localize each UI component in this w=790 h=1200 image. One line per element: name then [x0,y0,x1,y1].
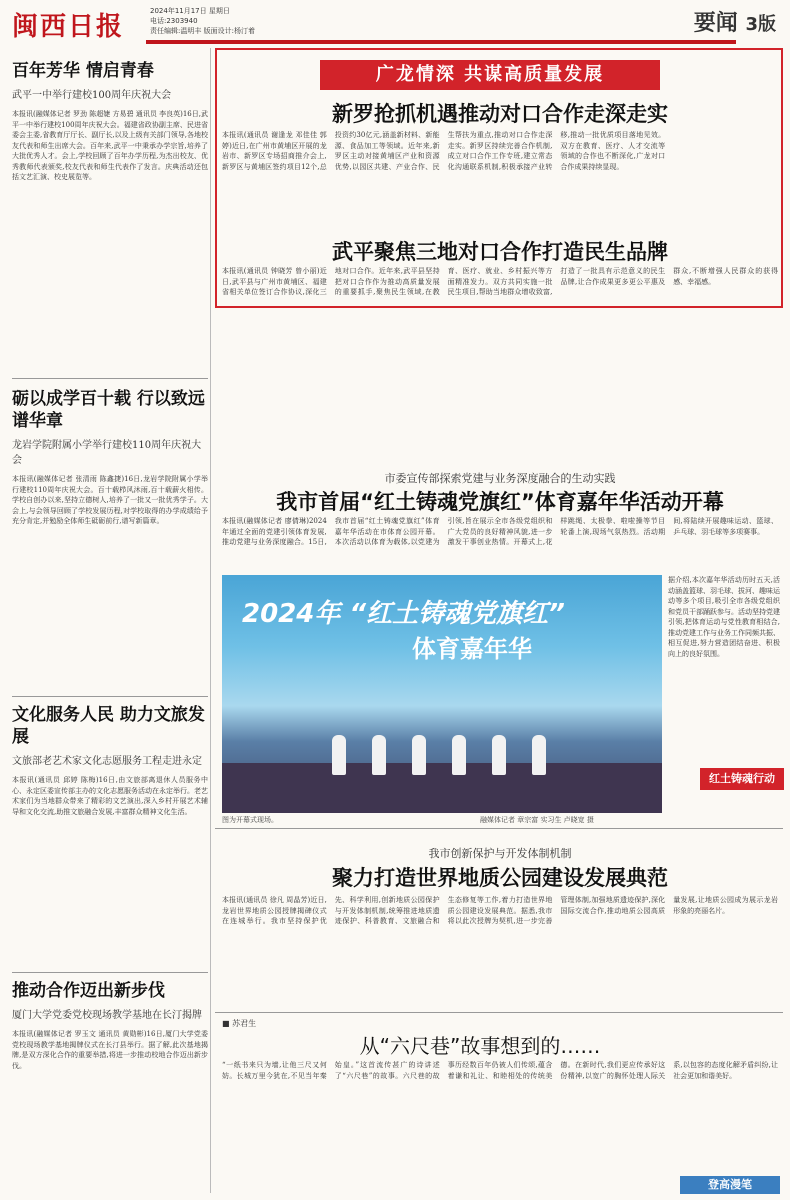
photo-caption: 图为开幕式现场。 [222,816,278,824]
sidebar-story-body: 本报讯(通讯员 邱婷 陈梅)16日,由文旅部离退休人员服务中心、永定区委宣传部主办的文化志愿服务活动在永定举行。老艺术家们为当地群众带来了精彩的文艺演出,深入乡村开展艺术辅导和文化交流,助推文旅融合发展,丰富群众精神文化生活。 [12,776,208,816]
article-kicker: 我市创新保护与开发体制机制 [428,847,572,860]
sidebar-story-2 [12,388,208,688]
section-name: 要闻 [693,11,738,36]
photo-credit: 融媒体记者 章宗富 实习生 卢晓宽 摄 [480,816,594,824]
page-section [694,6,776,37]
photo-banner-subtitle: 体育嘉年华 [412,635,532,663]
sidebar-story-body: 本报讯(融媒体记者 张清雨 陈鑫捷)16日,龙岩学院附属小学举行建校110周年庆祝大会。百十载栉风沐雨,百十载薪火相传。学校自创办以来,坚持立德树人,培养了一批又一批优秀学子。大会上,与会领导回顾了学校发展历程,对学校取得的办学成绩给予充分肯定,并勉励全体师生砥砺前行,谱写新篇章。 [12,475,208,525]
column-divider [210,48,211,1193]
sidebar-story-1 [12,60,208,308]
issue-date: 2024年11月17日 星期日 [150,7,230,15]
sidebar-story-subtitle: 文旅部老艺术家文化志愿服务工程走进永定 [12,756,202,767]
stage [222,763,662,813]
sidebar-story-title: 砺以成学百十载 行以致远谱华章 [12,389,205,431]
sidebar-story-4 [12,980,208,1190]
sidebar-story-title: 推动合作迈出新步伐 [12,981,165,1001]
issue-meta [150,6,380,36]
sidebar-divider [12,972,208,973]
section-divider [215,828,783,829]
issue-phone: 电话:2303940 [150,17,198,25]
performer [532,735,546,775]
sidebar-story-body: 本报讯(融媒体记者 罗劲 陈超婕 方易碧 通讯员 李良英)16日,武平一中举行建校100周年庆祝大会。福建省政协副主席、民进省委会主委,省教育厅厅长、副厅长,以及上级有关部门领导,各地校友代表和师生出席大会。百年来,武平一中秉承办学宗旨,培养了大批优秀人才。会上,学校回顾了百年办学历程,为杰出校友、优秀教师代表颁奖,校友代表和师生代表作了发言。庆典活动还包括文艺汇演、校史展览等。 [12,110,208,181]
article-kicker: 市委宣传部探索党建与业务深度融合的生动实践 [384,472,616,485]
section-divider [215,1012,783,1013]
header-rule [146,40,736,44]
sidebar-divider [12,696,208,697]
newspaper-logo: 闽西日报 [12,12,125,42]
article-body: 本报讯(通讯员 徐凡 周晶芳)近日,龙岩世界地质公园授牌揭碑仪式在连城举行。我市坚持保护优先、科学利用,创新地质公园保护与开发体制机制,统筹推进地质遗迹保护、科普教育、文旅融合和生态修复等工作,着力打造世界地质公园建设发展典范。据悉,我市将以此次授牌为契机,进一步完善管理体制,加强地质遗迹保护,深化国际交流合作,推动地质公园高质量发展,让地质公园成为展示龙岩形象的亮丽名片。 [222,896,778,925]
article-title: 新罗抢抓机遇推动对口合作走深走实 [332,102,668,126]
column-logo: 登高漫笔 [680,1176,780,1194]
issue-editor: 责任编辑:温明丰 版面设计:杨汀着 [150,27,255,35]
article-body: 本报讯(融媒体记者 廖倩琳)2024年通过全面的党建引领体育发展,推动党建与业务深度融合。15日,我市首届“红土铸魂党旗红”体育嘉年华活动在市体育公园开幕。本次活动以体育为载体,以党建为引领,旨在展示全市各级党组织和广大党员的良好精神风貌,进一步激发干事创业热情。开幕式上,花样跳绳、太极拳、啦啦操等节目轮番上演,现场气氛热烈。活动期间,将陆续开展趣味运动、篮球、乒乓球、羽毛球等多项赛事。 [222,517,778,546]
performer [332,735,346,775]
sidebar-story-body: 本报讯(融媒体记者 罗玉文 通讯员 黄勋彬)16日,厦门大学党委党校现场教学基地揭牌仪式在长汀县举行。据了解,此次基地揭牌,是双方深化合作的重要举措,将进一步推动校地合作迈出新步伐。 [12,1030,208,1070]
event-photo [222,575,662,813]
sidebar-story-subtitle: 厦门大学党委党校现场教学基地在长汀揭牌 [12,1010,202,1021]
performer [372,735,386,775]
article-title: 我市首届“红土铸魂党旗红”体育嘉年华活动开幕 [276,490,724,514]
performer [492,735,506,775]
article-title: 武平聚焦三地对口合作打造民生品牌 [332,240,668,264]
performer [452,735,466,775]
campaign-label: 红土铸魂行动 [700,768,784,790]
sidebar-divider [12,378,208,379]
feature-banner: 广龙情深 共谋高质量发展 [320,60,660,90]
essay-body: “一纸书来只为墙,让他三尺又何妨。长城万里今犹在,不见当年秦始皇。”这首流传甚广的诗讲述了“六尺巷”的故事。六尺巷的故事历经数百年仍被人们传颂,蕴含着谦和礼让、和睦相处的传统美德。在新时代,我们更应传承好这份精神,以宽广的胸怀处理人际关系,以包容的态度化解矛盾纠纷,让社会更加和谐美好。 [222,1061,778,1080]
essay-byline: ■ 苏君生 [222,1019,257,1028]
performer [412,735,426,775]
article-title: 聚力打造世界地质公园建设发展典范 [332,866,668,890]
sidebar-story-title: 文化服务人民 助力文旅发展 [12,705,205,747]
article-body: 据介绍,本次嘉年华活动历时五天,活动涵盖篮球、羽毛球、拔河、趣味运动等多个项目,吸引全市各级党组织和党员干部踊跃参与。活动坚持党建引领,把体育运动与党性教育相结合,推动党建工作与业务工作同频共振、相互促进,努力营造团结奋进、积极向上的良好氛围。 [668,576,780,658]
article-body: 本报讯(通讯员 谢逢龙 邓佳佳 郭婷)近日,在广州市黄埔区开展的龙岩市、新罗区专场招商推介会上,新罗区与黄埔区签约项目12个,总投资约30亿元,涵盖新材料、新能源、食品加工等领域。近年来,新罗区主动对接黄埔区产业和资源优势,以园区共建、产业合作、民生帮扶为重点,推动对口合作走深走实。新罗区持续完善合作机制,成立对口合作工作专班,建立常态化沟通联系机制,积极承接产业转移,推动一批优质项目落地见效。双方在教育、医疗、人才交流等领域的合作也不断深化,广龙对口合作成果持续显现。 [222,131,666,171]
sidebar-story-subtitle: 武平一中举行建校100周年庆祝大会 [12,90,172,101]
sidebar-story-title: 百年芳华 情启青春 [12,61,154,81]
sidebar-story-3 [12,704,208,969]
article-body: 本报讯(通讯员 钟晓芳 曾小丽)近日,武平县与广州市黄埔区、福建省相关单位签订合作协议,深化三地对口合作。近年来,武平县坚持把对口合作作为推动高质量发展的重要抓手,聚焦民生领域,在教育、医疗、就业、乡村振兴等方面精准发力。双方共同实施一批民生项目,帮助当地群众增收致富,打造了一批具有示范意义的民生品牌,让合作成果更多更公平惠及群众,不断增强人民群众的获得感、幸福感。 [222,267,778,296]
photo-banner-title: 2024年 “红土铸魂党旗红” [242,599,565,629]
essay-title: 从“六尺巷”故事想到的…… [359,1034,601,1058]
page-number: 3版 [745,14,776,35]
sidebar-story-subtitle: 龙岩学院附属小学举行建校110周年庆祝大会 [12,440,202,466]
